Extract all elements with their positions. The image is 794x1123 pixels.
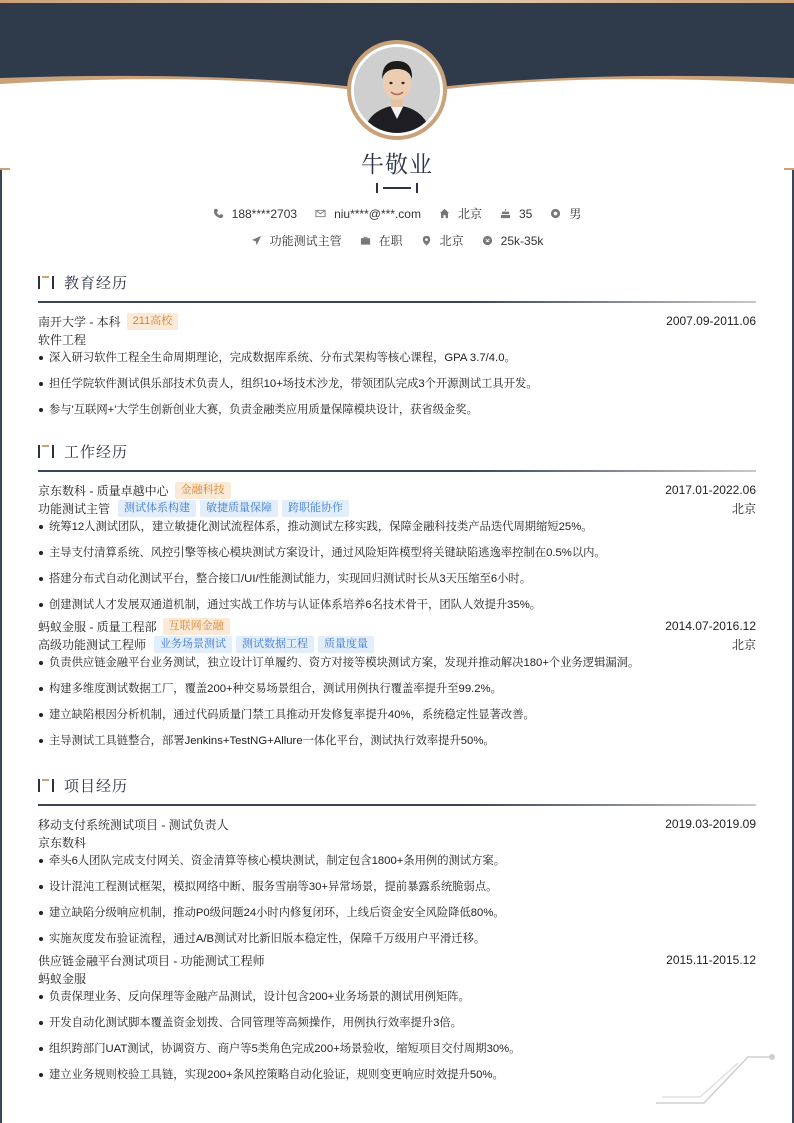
skill-tag: 测试体系构建 [118, 500, 196, 517]
list-item: 统筹12人测试团队，建立敏捷化测试流程体系，推动测试左移实践，保障金融科技类产品迭代周期缩短25%。 [38, 517, 756, 543]
corner-decoration [656, 1041, 776, 1105]
section-divider [38, 470, 756, 472]
list-item: 搭建分布式自动化测试平台，整合接口/UI/性能测试能力，实现回归测试时长从3天压缩至6小时。 [38, 569, 756, 595]
list-item: 牵头6人团队完成支付网关、资金清算等核心模块测试，制定包含1800+条用例的测试方案。 [38, 851, 756, 877]
project-bullets [38, 987, 756, 1091]
job-role: 功能测试主管 [38, 501, 111, 516]
education-date: 2007.09-2011.06 [666, 314, 756, 328]
job-intent-row [0, 232, 794, 249]
job-entry [38, 481, 756, 617]
list-item: 担任学院软件测试俱乐部技术负责人，组织10+场技术沙龙，带领团队完成3个开源测试工具开发。 [38, 374, 756, 400]
section-divider [38, 804, 756, 806]
coin-icon [482, 235, 493, 246]
phone-info: 188****2703 [213, 207, 297, 221]
project-org: 京东数科 [38, 835, 87, 850]
industry-tag: 互联网金融 [163, 618, 230, 635]
skill-tag: 测试数据工程 [236, 636, 314, 653]
project-entry [38, 815, 756, 951]
list-item: 实施灰度发布验证流程，通过A/B测试对比新旧版本稳定性，保障千万级用户平滑迁移。 [38, 929, 756, 951]
work-header: 工作经历 [38, 440, 756, 462]
briefcase-icon [360, 235, 371, 246]
projects-header: 项目经历 [38, 774, 756, 796]
list-item: 建立业务规则校验工具链，实现200+条风控策略自动化验证，规则变更响应时效提升50%。 [38, 1065, 756, 1091]
cake-icon [500, 208, 511, 219]
company-line: 蚂蚁金服 - 质量工程部 [38, 619, 157, 634]
job-date: 2017.01-2022.06 [665, 483, 756, 497]
list-item: 建立缺陷根因分析机制，通过代码质量门禁工具推动开发修复率提升40%，系统稳定性显著改善。 [38, 705, 756, 731]
send-icon [251, 235, 262, 246]
school-tag: 211高校 [127, 313, 179, 330]
project-name: 移动支付系统测试项目 - 测试负责人 [38, 817, 229, 832]
target-city-info: 北京 [421, 232, 464, 249]
city-info: 北京 [439, 205, 482, 222]
section-marker-icon [38, 777, 56, 793]
list-item: 设计混沌工程测试框架，模拟网络中断、服务雪崩等30+异常场景，提前暴露系统脆弱点。 [38, 877, 756, 903]
education-section [38, 271, 756, 426]
avatar-frame [347, 40, 447, 140]
job-entry [38, 617, 756, 757]
target-role-info: 功能测试主管 [251, 232, 342, 249]
list-item: 开发自动化测试脚本覆盖资金划拨、合同管理等高频操作，用例执行效率提升3倍。 [38, 1013, 756, 1039]
age-info: 35 [500, 207, 532, 221]
left-border-line [0, 168, 2, 1123]
company-line: 京东数科 - 质量卓越中心 [38, 483, 169, 498]
work-section [38, 440, 756, 757]
education-bullets [38, 348, 756, 426]
list-item: 组织跨部门UAT测试，协调资方、商户等5类角色完成200+场景验收，缩短项目交付周期30%。 [38, 1039, 756, 1065]
education-header: 教育经历 [38, 271, 756, 293]
contact-info-row [0, 205, 794, 222]
skill-tag: 业务场景测试 [154, 636, 232, 653]
project-name: 供应链金融平台测试项目 - 功能测试工程师 [38, 953, 265, 968]
school-line: 南开大学 - 本科 [38, 314, 121, 329]
project-entry [38, 951, 756, 1091]
gender-icon [550, 208, 561, 219]
status-info: 在职 [360, 232, 403, 249]
salary-info: 25k-35k [482, 234, 544, 248]
email-info: niu****@***.com [315, 207, 421, 221]
list-item: 负责保理业务、反向保理等金融产品测试，设计包含200+业务场景的测试用例矩阵。 [38, 987, 756, 1013]
industry-tag: 金融科技 [175, 482, 231, 499]
skill-tag: 质量度量 [318, 636, 374, 653]
major: 软件工程 [38, 332, 87, 347]
job-date: 2014.07-2016.12 [665, 619, 756, 633]
list-item: 参与'互联网+'大学生创新创业大赛，负责金融类应用质量保障模块设计，获省级金奖。 [38, 400, 756, 426]
skill-tag: 跨职能协作 [282, 500, 349, 517]
project-date: 2015.11-2015.12 [666, 953, 756, 967]
list-item: 深入研习软件工程全生命周期理论，完成数据库系统、分布式架构等核心课程，GPA 3.7/4.0。 [38, 348, 756, 374]
project-org: 蚂蚁金服 [38, 971, 87, 986]
section-marker-icon [38, 274, 56, 290]
project-date: 2019.03-2019.09 [665, 817, 756, 831]
name-divider [376, 182, 418, 194]
section-divider [38, 301, 756, 303]
projects-section [38, 774, 756, 1091]
list-item: 负责供应链金融平台业务测试，独立设计订单履约、资方对接等模块测试方案，发现并推动解决180+个业务逻辑漏洞。 [38, 653, 756, 679]
job-city: 北京 [731, 637, 756, 652]
education-entry-header [38, 312, 756, 330]
job-role: 高级功能测试工程师 [38, 637, 147, 652]
job-bullets [38, 653, 756, 757]
job-city: 北京 [731, 501, 756, 516]
section-marker-icon [38, 443, 56, 459]
location-pin-icon [421, 235, 432, 246]
list-item: 主导支付清算系统、风控引擎等核心模块测试方案设计，通过风险矩阵模型将关键缺陷逃逸率控制在0.5%以内。 [38, 543, 756, 569]
list-item: 创建测试人才发展双通道机制，通过实战工作坊与认证体系培养6名技术骨干，团队人效提升35%。 [38, 595, 756, 617]
candidate-name: 牛敬业 [361, 152, 433, 178]
project-bullets [38, 851, 756, 951]
list-item: 建立缺陷分级响应机制，推动P0级问题24小时内修复闭环，上线后资金安全风险降低80%。 [38, 903, 756, 929]
list-item: 主导测试工具链整合，部署Jenkins+TestNG+Allure一体化平台，测试执行效率提升50%。 [38, 731, 756, 757]
phone-icon [213, 208, 224, 219]
job-bullets [38, 517, 756, 617]
list-item: 构建多维度测试数据工厂，覆盖200+种交易场景组合，测试用例执行覆盖率提升至99.2%。 [38, 679, 756, 705]
home-icon [439, 208, 450, 219]
mail-icon [315, 208, 326, 219]
skill-tag: 敏捷质量保障 [200, 500, 278, 517]
gender-info: 男 [550, 205, 581, 222]
avatar [354, 47, 440, 133]
